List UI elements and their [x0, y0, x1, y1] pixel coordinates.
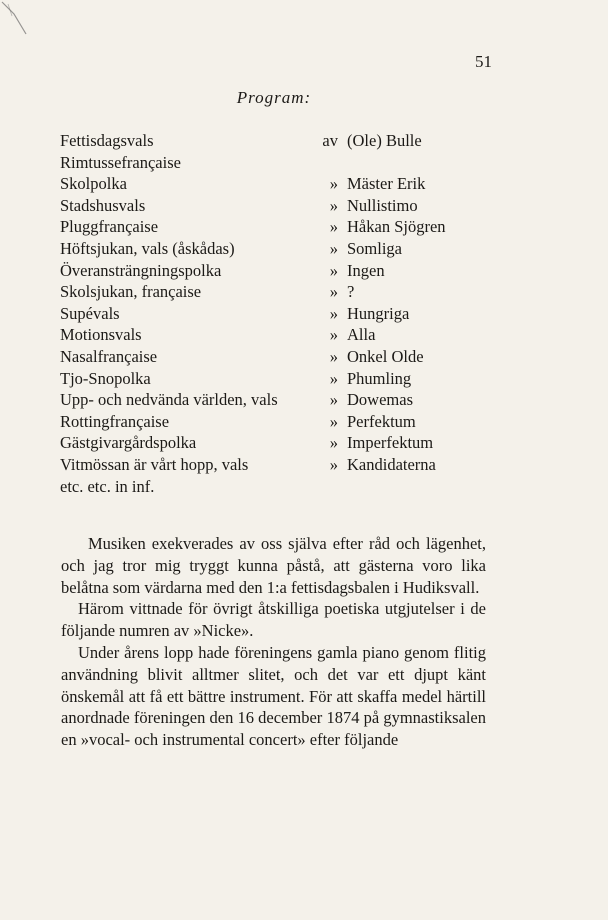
program-title: Överansträngningspolka [60, 260, 222, 280]
program-title: Skolsjukan, française [60, 282, 202, 302]
program-title: Motionsvals [60, 325, 142, 345]
program-row [60, 324, 500, 346]
program-row [60, 368, 500, 390]
program-author: Phumling [347, 368, 412, 388]
program-title: Upp- och nedvända världen, vals [60, 390, 278, 410]
program-author: Nullistimo [347, 195, 418, 215]
program-row [60, 173, 500, 195]
program-author: Imperfektum [347, 433, 434, 453]
program-row [60, 432, 500, 454]
program-row [60, 216, 500, 238]
program-title: Pluggfrançaise [60, 217, 159, 237]
program-marker: av [322, 131, 338, 150]
program-title: Tjo-Snopolka [60, 368, 151, 388]
program-row [60, 346, 500, 368]
program-row [60, 260, 500, 282]
program-author: ? [347, 282, 355, 302]
program-marker: » [329, 174, 338, 194]
program-marker: » [329, 195, 338, 215]
program-author: Alla [347, 325, 376, 345]
program-row [60, 281, 500, 303]
program-title: Rimtussefrançaise [60, 152, 181, 172]
program-author: Somliga [347, 238, 403, 258]
program-marker: » [329, 390, 338, 410]
program-marker: » [329, 411, 338, 431]
body-text [61, 533, 486, 751]
program-row [60, 454, 500, 476]
program-row [60, 303, 500, 325]
program-title: Höftsjukan, vals (åskådas) [60, 238, 235, 258]
program-author: Ingen [347, 260, 385, 280]
program-marker: » [329, 282, 338, 302]
paragraph: Musiken exekverades av oss själva efter råd och lägenhet, och jag tror mig tryggt kunna påstå, att gästerna voro lika belåtna som värdarna med den 1:a fettisdagsbalen i Hudiksvall. [61, 534, 486, 597]
program-marker: » [329, 346, 338, 366]
program-marker: » [329, 217, 338, 237]
program-row [60, 389, 500, 411]
program-author: Dowemas [347, 390, 413, 410]
program-row [60, 130, 500, 152]
program-author: Perfektum [347, 411, 416, 431]
program-heading: Program: [236, 88, 312, 107]
page-number: 51 [475, 52, 492, 71]
ink-smudge [0, 0, 38, 40]
program-author: (Ole) Bulle [347, 131, 422, 150]
program-marker: » [329, 238, 338, 258]
program-marker: » [329, 368, 338, 388]
program-marker: » [329, 260, 338, 280]
program-title: Supévals [60, 303, 120, 323]
program-marker: » [329, 454, 338, 474]
program-author: Mäster Erik [347, 174, 426, 194]
program-title: Gästgivargårdspolka [60, 433, 197, 453]
paragraph: Under årens lopp hade föreningens gamla piano genom flitig användning blivit alltmer slitet, och det var ett djupt känt önskemål att få ett bättre instrument. För att skaffa medel härtill anordnade föreningen den 16 december 1874 på gymnastiksalen en »vocal- och instrumental concert» efter följande [61, 642, 486, 750]
program-author: Onkel Olde [347, 346, 424, 366]
program-author: Håkan Sjögren [347, 217, 446, 237]
program-author: Hungriga [347, 303, 410, 323]
program-title: Stadshusvals [60, 195, 146, 215]
program-marker: » [329, 303, 338, 323]
program-title: Rottingfrançaise [60, 411, 170, 431]
program-row [60, 238, 500, 260]
program-marker: » [329, 433, 338, 453]
program-row [60, 152, 500, 174]
program-title: Skolpolka [60, 174, 127, 194]
program-list [60, 130, 500, 497]
program-marker: » [329, 325, 338, 345]
program-row [60, 411, 500, 433]
program-end: etc. etc. in inf. [60, 476, 155, 496]
program-title: Vitmössan är vårt hopp, vals [60, 454, 249, 474]
program-author: Kandidaterna [347, 454, 436, 474]
program-row [60, 195, 500, 217]
program-title: Fettisdagsvals [60, 131, 154, 150]
program-title: Nasalfrançaise [60, 346, 158, 366]
paragraph: Härom vittnade för övrigt åtskilliga poetiska utgjutelser i de följande numren av »Nicke». [61, 599, 486, 641]
